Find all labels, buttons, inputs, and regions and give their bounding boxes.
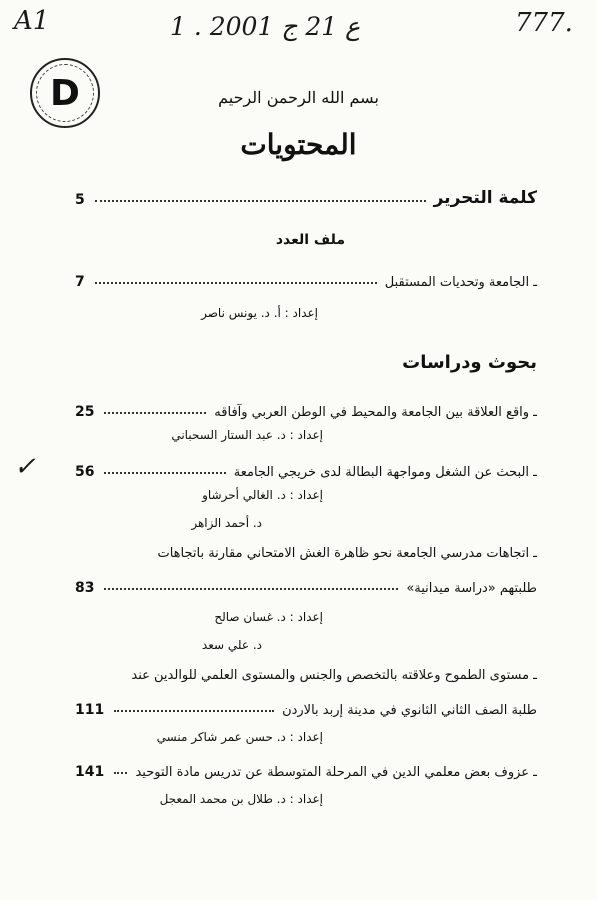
circle-stamp: D [30,58,100,128]
toc-entry-title: ـ واقع العلاقة بين الجامعة والمحيط في الوطن العربي وآفاقه [214,405,537,420]
toc-entry [75,572,537,596]
toc-author: د. أحمد الزاهر [191,516,262,530]
leader-dots [114,710,274,712]
handwritten-date-note: 1 . ع 21 ج 2001 [170,12,361,41]
toc-author: إعداد : د. حسن عمر شاكر منسي [156,730,323,744]
leader-dots [104,472,225,474]
toc-entry-title: ـ الجامعة وتحديات المستقبل [384,275,537,290]
section-heading-studies: بحوث ودراسات [402,352,537,373]
page-title: المحتويات [240,128,357,161]
toc-entry [75,756,537,780]
handwritten-number-note: 777. [515,8,573,38]
leader-dots [104,412,206,414]
toc-entry-title-line: ـ اتجاهات مدرسي الجامعة نحو ظاهرة الغش الامتحاني مقارنة باتجاهات [157,546,537,561]
toc-entry [75,266,537,290]
toc-entry-title-line: ـ مستوى الطموح وعلاقته بالتخصص والجنس والمستوى العلمي للوالدين عند [131,668,537,683]
toc-entry-editorial [75,184,537,208]
section-heading-issue-file: ملف العدد [275,232,345,248]
toc-page-number: 7 [75,274,85,290]
leader-dots [95,282,377,284]
toc-entry [75,456,537,480]
toc-entry-title: طلبة الصف الثاني الثانوي في مدينة إربد بالاردن [282,703,537,718]
toc-entry-title: طلبتهم «دراسة ميدانية» [406,581,537,596]
toc-entry [75,396,537,420]
leader-dots [114,772,127,774]
toc-entry-title: ـ البحث عن الشغل ومواجهة البطالة لدى خريجي الجامعة [233,465,537,480]
basmala: بسم الله الرحمن الرحيم [218,88,379,107]
toc-author: إعداد : د. الغالي أحرشاو [202,488,323,502]
toc-page-number: 5 [75,192,85,208]
toc-entry-title: ـ عزوف بعض معلمي الدين في المرحلة المتوسطة عن تدريس مادة التوحيد [135,765,537,780]
toc-author: إعداد : د. طلال بن محمد المعجل [159,792,323,806]
handwritten-tick-mark [14,452,36,482]
toc-page-number: 141 [75,764,105,780]
toc-page-number: 83 [75,580,95,596]
toc-page-number: 56 [75,464,95,480]
toc-author: إعداد : د. عبد الستار السحباني [171,428,323,442]
toc-author: إعداد : د. غسان صالح [214,610,323,624]
leader-dots [95,200,426,202]
toc-entry-title: كلمة التحرير [433,188,537,208]
toc-page-number: 111 [75,702,105,718]
leader-dots [104,588,398,590]
toc-author: إعداد : أ. د. يونس ناصر [201,306,318,320]
toc-page-number: 25 [75,404,95,420]
handwritten-corner-code: A1 [14,6,50,36]
toc-entry [75,694,537,718]
toc-author: د. علي سعد [201,638,262,652]
